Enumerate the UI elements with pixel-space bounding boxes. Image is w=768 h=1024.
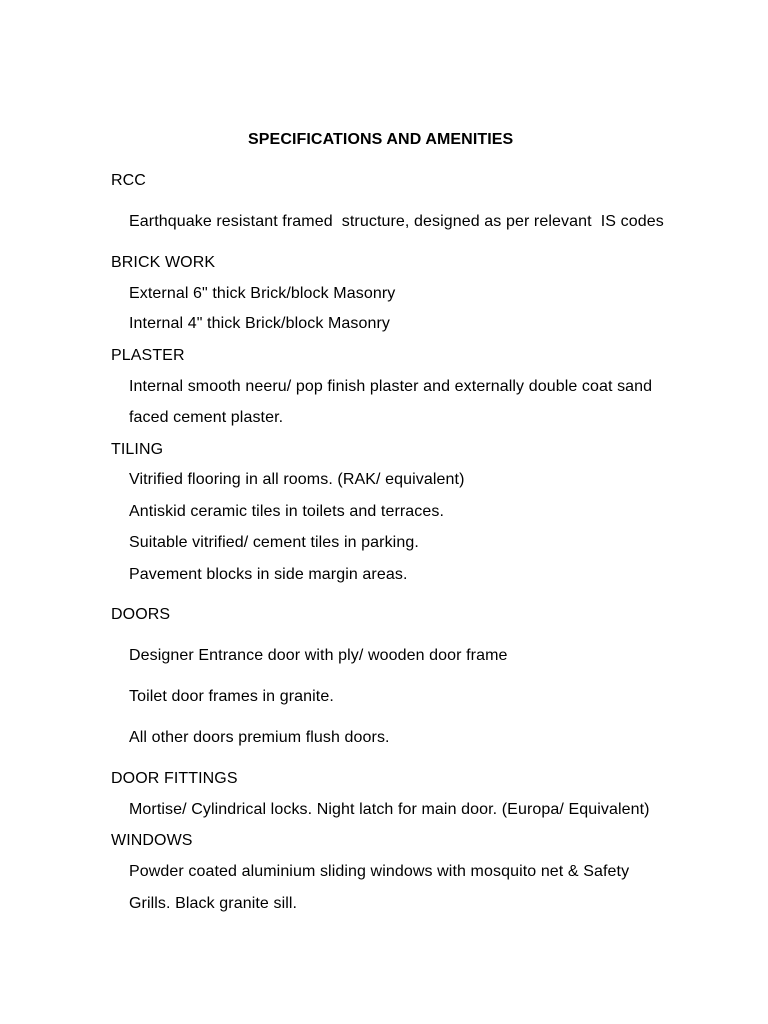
page-title: SPECIFICATIONS AND AMENITIES: [248, 131, 514, 148]
spec-line: Earthquake resistant framed structure, designed as per relevant IS codes: [129, 213, 664, 230]
spec-line: Grills. Black granite sill.: [129, 895, 298, 912]
section-heading-door-fittings: DOOR FITTINGS: [111, 770, 238, 787]
section-heading-doors: DOORS: [111, 606, 171, 623]
spec-line: faced cement plaster.: [129, 409, 284, 426]
section-heading-brick-work: BRICK WORK: [111, 254, 216, 271]
section-heading-tiling: TILING: [111, 441, 164, 458]
spec-line: Vitrified flooring in all rooms. (RAK/ equivalent): [129, 471, 465, 488]
section-heading-plaster: PLASTER: [111, 347, 185, 364]
spec-line: Toilet door frames in granite.: [129, 688, 334, 705]
spec-line: Mortise/ Cylindrical locks. Night latch for main door. (Europa/ Equivalent): [129, 801, 650, 818]
spec-line: Pavement blocks in side margin areas.: [129, 566, 408, 583]
spec-line: Designer Entrance door with ply/ wooden door frame: [129, 647, 508, 664]
spec-line: Powder coated aluminium sliding windows with mosquito net & Safety: [129, 863, 630, 880]
spec-line: All other doors premium flush doors.: [129, 729, 390, 746]
spec-line: External 6" thick Brick/block Masonry: [129, 285, 396, 302]
spec-line: Internal 4" thick Brick/block Masonry: [129, 315, 391, 332]
section-heading-windows: WINDOWS: [111, 832, 193, 849]
spec-line: Internal smooth neeru/ pop finish plaster and externally double coat sand: [129, 378, 653, 395]
spec-line: Antiskid ceramic tiles in toilets and terraces.: [129, 503, 445, 520]
section-heading-rcc: RCC: [111, 172, 146, 189]
spec-line: Suitable vitrified/ cement tiles in parking.: [129, 534, 419, 551]
